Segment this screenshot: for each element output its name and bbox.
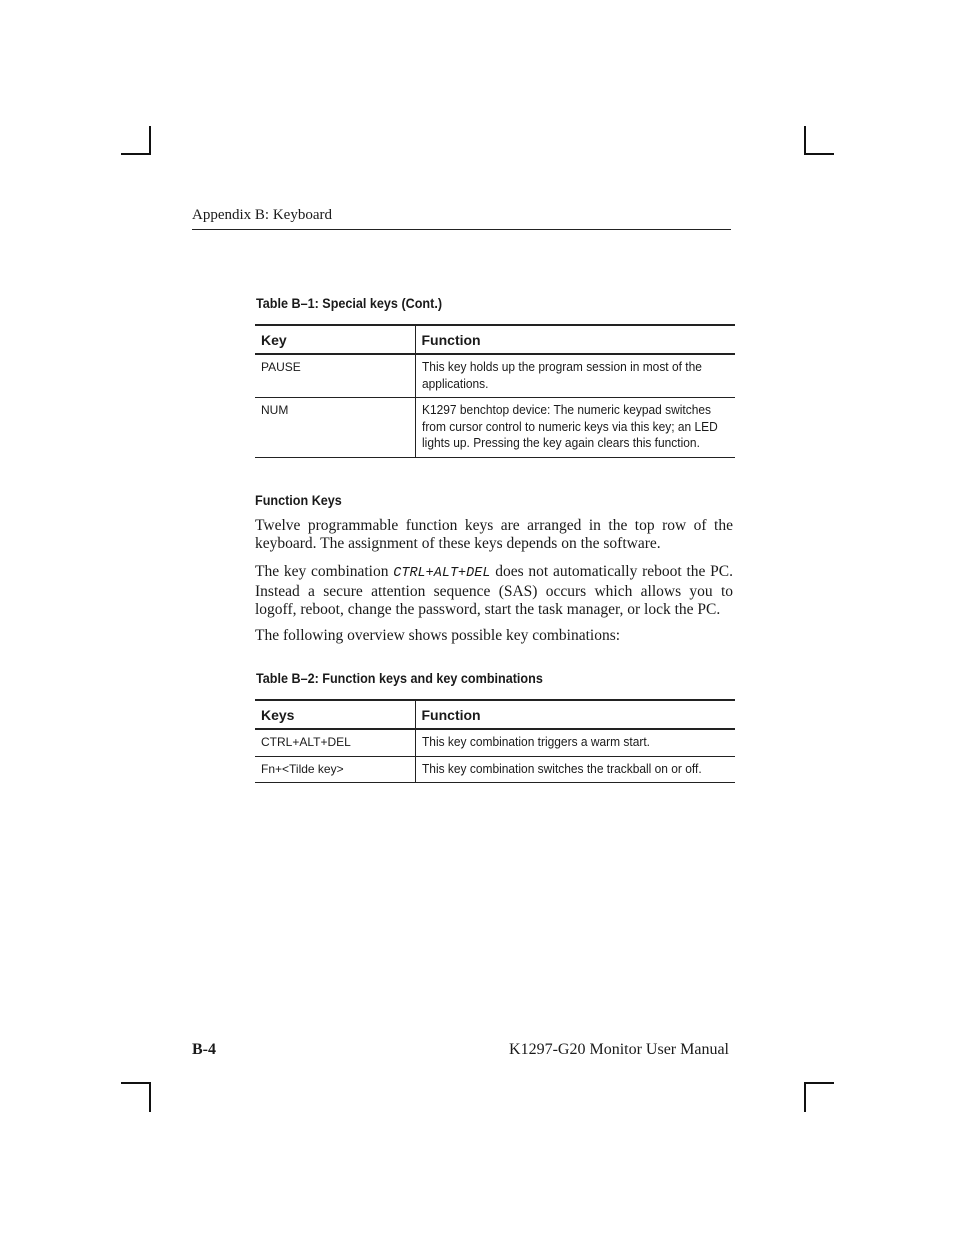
- running-header: Appendix B: Keyboard: [192, 207, 731, 230]
- crop-mark-bottom-left: [121, 1082, 151, 1112]
- column-header-key: Key: [255, 325, 415, 354]
- table-row: [255, 398, 735, 458]
- key-cell: CTRL+ALT+DEL: [255, 729, 415, 756]
- key-combination-code: CTRL+ALT+DEL: [393, 566, 491, 581]
- table-header-row: [255, 700, 735, 729]
- paragraph-text-end: does not automatically reboot the PC. Instead a secure attention sequence (SAS) occurs which allows you to logoff, reboot, change the password, start the task manager, or lock the PC.: [255, 563, 733, 618]
- key-cell: Fn+<Tilde key>: [255, 756, 415, 783]
- function-cell: [415, 756, 735, 783]
- key-cell: NUM: [255, 398, 415, 458]
- table-b1-caption: Table B–1: Special keys (Cont.): [256, 295, 443, 311]
- crop-mark-top-right: [804, 126, 834, 155]
- function-keys-table: [255, 699, 735, 783]
- crop-mark-top-left: [121, 126, 151, 155]
- function-cell: [415, 354, 735, 398]
- page-number: B-4: [192, 1041, 216, 1058]
- table-row: [255, 729, 735, 756]
- function-cell: [415, 729, 735, 756]
- function-text: This key holds up the program session in most of the applications.: [421, 359, 702, 391]
- table-header-row: [255, 325, 735, 354]
- paragraph-text-start: The key combination: [255, 563, 394, 580]
- function-text: K1297 benchtop device: The numeric keypad switches from cursor control to numeric keys via this key; an LED lights up. Pressing the key again clears this function.: [421, 402, 718, 450]
- paragraph-function-keys: Twelve programmable function keys are arranged in the top row of the keyboard. The assignment of these keys depends on the software.: [255, 517, 733, 552]
- key-cell: PAUSE: [255, 354, 415, 398]
- column-header-function: Function: [421, 332, 481, 348]
- paragraph-key-combination: [255, 563, 733, 619]
- special-keys-table: [255, 324, 735, 458]
- function-text: This key combination triggers a warm start.: [421, 734, 650, 749]
- column-header-function: Function: [421, 707, 481, 723]
- column-header-keys: Keys: [255, 700, 415, 729]
- crop-mark-bottom-right: [804, 1082, 834, 1112]
- table-b2-caption: Table B–2: Function keys and key combinations: [256, 670, 543, 686]
- paragraph-overview: The following overview shows possible key combinations:: [255, 627, 621, 644]
- section-heading: Function Keys: [255, 492, 342, 508]
- function-cell: [415, 398, 735, 458]
- function-text: This key combination switches the trackball on or off.: [421, 760, 702, 776]
- table-row: [255, 756, 735, 783]
- table-row: [255, 354, 735, 398]
- manual-title: K1297-G20 Monitor User Manual: [509, 1041, 729, 1058]
